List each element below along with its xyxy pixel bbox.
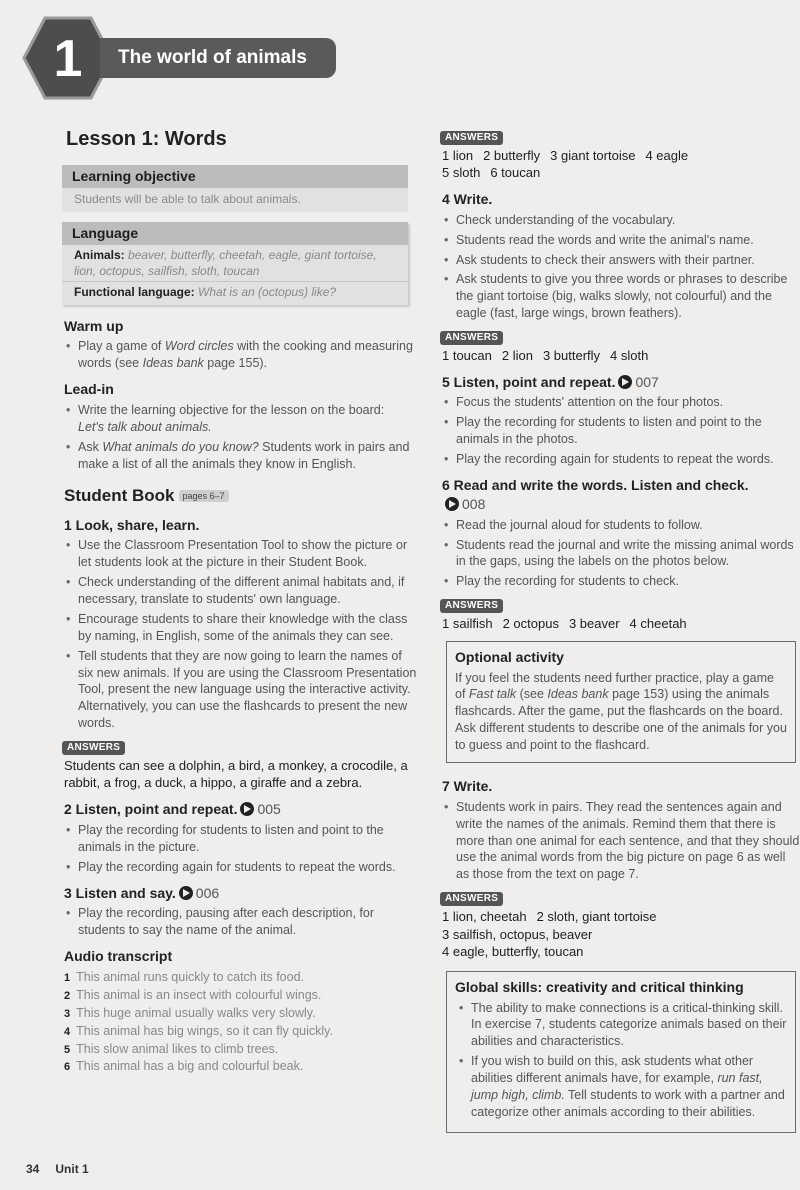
learning-objective-box (62, 165, 408, 212)
unit-title: The world of animals (100, 38, 336, 78)
list-item: • Play the recording for students to check. (442, 573, 800, 590)
lead-in-list (64, 402, 418, 473)
list-item: • The ability to make connections is a critical-thinking skill. In exercise 7, students categorize animals based on their abilities and characteristics. (457, 1000, 787, 1051)
list-item: • Play the recording for students to listen and point to the animals in the photos. (442, 414, 800, 448)
ex5-heading: 5 Listen, point and repeat. 007 (442, 373, 659, 390)
learning-objective-heading: Learning objective (62, 165, 408, 188)
footer-unit: Unit 1 (55, 1162, 89, 1176)
answers-tag: ANSWERS (440, 331, 503, 345)
page-footer (26, 1162, 105, 1176)
left-column (62, 120, 418, 1076)
list-item: • Encourage students to share their knowledge with the class by naming, in English, some of the animals they can see. (64, 611, 418, 645)
ex1-heading: 1 Look, share, learn. (64, 516, 200, 533)
ex5-list (442, 394, 800, 468)
list-item: • Ask What animals do you know? Students work in pairs and make a list of all the animals they know in English. (64, 439, 418, 473)
ex4-answers: 1 toucan 2 lion 3 butterfly 4 sloth (442, 347, 649, 363)
transcript-line: 6 This animal has a big and colourful beak. (64, 1059, 304, 1074)
ex4-heading: 4 Write. (442, 190, 493, 207)
lead-in-heading: Lead-in (64, 381, 114, 398)
list-item: • Play the recording for students to listen and point to the animals in the picture. (64, 822, 418, 856)
language-heading: Language (62, 222, 408, 245)
language-functional: Functional language: What is an (octopus) like? (74, 285, 337, 300)
ex4-list (442, 212, 800, 322)
list-item: • If you wish to build on this, ask students what other abilities different animals have, for example, run fast, jump high, climb. Tell students to work with a partner and categorize other animals according to their abilities. (457, 1053, 787, 1121)
list-item: • Focus the students' attention on the four photos. (442, 394, 800, 411)
audio-transcript-list (64, 969, 418, 1075)
ex7-heading: 7 Write. (442, 777, 493, 794)
ex1-list (64, 537, 418, 732)
audio-icon (618, 375, 632, 389)
optional-activity-text: If you feel the students need further practice, play a game of Fast talk (see Ideas bank page 153) using the animals flashcards. After the game, put the flashcards on the board. Ask different students to describe one of the animals for you to guess and point to the flashcard. (455, 670, 787, 753)
list-item: • Students read the words and write the animal's name. (442, 232, 800, 249)
transcript-line: 1 This animal runs quickly to catch its food. (64, 970, 304, 985)
list-item: • Check understanding of the vocabulary. (442, 212, 800, 229)
answers-tag: ANSWERS (62, 741, 125, 755)
answers-tag: ANSWERS (440, 892, 503, 906)
right-column (440, 128, 800, 1147)
transcript-line: 2 This animal is an insect with colourful wings. (64, 987, 322, 1002)
ex6-list (442, 517, 800, 591)
optional-activity-heading: Optional activity (455, 648, 564, 665)
answers-tag: ANSWERS (440, 599, 503, 613)
ex2-list (64, 822, 418, 876)
transcript-line: 3 This huge animal usually walks very slowly. (64, 1005, 316, 1020)
optional-activity-box (446, 641, 796, 763)
student-book-heading: Student Book pages 6–7 (64, 485, 418, 508)
ex3-heading: 3 Listen and say. 006 (64, 884, 220, 901)
warm-up-heading: Warm up (64, 317, 124, 334)
list-item: • Write the learning objective for the lesson on the board: Let's talk about animals. (64, 402, 418, 436)
audio-transcript-heading: Audio transcript (64, 948, 173, 965)
transcript-line: 4 This animal has big wings, so it can fly quickly. (64, 1023, 333, 1038)
list-item: • Students work in pairs. They read the sentences again and write the names of the animals. Remind them that there is more than one animal for each sentence, and that they should use the animal words from the big picture on page 6 as well as those from the text on page 7. (442, 799, 800, 883)
ex6-heading: 6 Read and write the words. Listen and check. 008 (442, 476, 749, 512)
ex7-answers: 1 lion, cheetah 2 sloth, giant tortoise 3 sailfish, octopus, beaver 4 eagle, butterfly, toucan (442, 909, 657, 960)
global-skills-list (457, 1000, 787, 1121)
list-item: • Read the journal aloud for students to follow. (442, 517, 800, 534)
list-item: • Play the recording again for students to repeat the words. (64, 859, 418, 876)
list-item: • Tell students that they are now going to learn the names of six new animals. If you are using the Classroom Presentation Tool, present the new language using the interactive activity. Alternatively, you can use the flashcards to present the new words. (64, 648, 418, 732)
list-item: • Students read the journal and write the missing animal words in the gaps, using the labels on the photos below. (442, 537, 800, 571)
language-box (62, 222, 408, 304)
lesson-title: Lesson 1: Words (66, 128, 227, 150)
transcript-line: 5 This slow animal likes to climb trees. (64, 1041, 279, 1056)
list-item: • Play the recording again for students to repeat the words. (442, 451, 800, 468)
list-item: • Check understanding of the different animal habitats and, if necessary, translate to students' own language. (64, 574, 418, 608)
ex3-list (64, 905, 418, 939)
page-number: 34 (26, 1162, 40, 1176)
list-item: • Ask students to give you three words or phrases to describe the giant tortoise (big, walks slowly, not colourful) and the eagle (fast, large wings, brown feathers). (442, 271, 800, 322)
list-item: • Play the recording, pausing after each description, for students to say the name of the animal. (64, 905, 418, 939)
global-skills-box (446, 971, 796, 1133)
learning-objective-text: Students will be able to talk about animals. (74, 191, 301, 206)
ex6-answers: 1 sailfish 2 octopus 3 beaver 4 cheetah (442, 616, 687, 632)
ex7-list (442, 799, 800, 883)
student-book-pages: pages 6–7 (179, 490, 229, 502)
words-answers: 1 lion 2 butterfly 3 giant tortoise 4 eagle 5 sloth 6 toucan (442, 147, 689, 181)
language-animals: Animals: beaver, butterfly, cheetah, eagle, giant tortoise, lion, octopus, sailfish, sloth, toucan (74, 247, 377, 279)
audio-icon (445, 497, 459, 511)
list-item: • Play a game of Word circles with the cooking and measuring words (see Ideas bank page 155). (64, 338, 418, 372)
unit-number: 1 (53, 30, 83, 88)
answers-tag: ANSWERS (440, 131, 503, 145)
ex2-heading: 2 Listen, point and repeat. 005 (64, 800, 281, 817)
audio-icon (179, 886, 193, 900)
list-item: • Use the Classroom Presentation Tool to show the picture or let students look at the picture in their Student Book. (64, 537, 418, 571)
warm-up-list (64, 338, 418, 372)
audio-icon (240, 802, 254, 816)
list-item: • Ask students to check their answers with their partner. (442, 252, 800, 269)
global-skills-heading: Global skills: creativity and critical thinking (455, 978, 744, 995)
ex1-answers: Students can see a dolphin, a bird, a monkey, a crocodile, a rabbit, a frog, a duck, a hippo, a giraffe and a zebra. (64, 757, 408, 791)
